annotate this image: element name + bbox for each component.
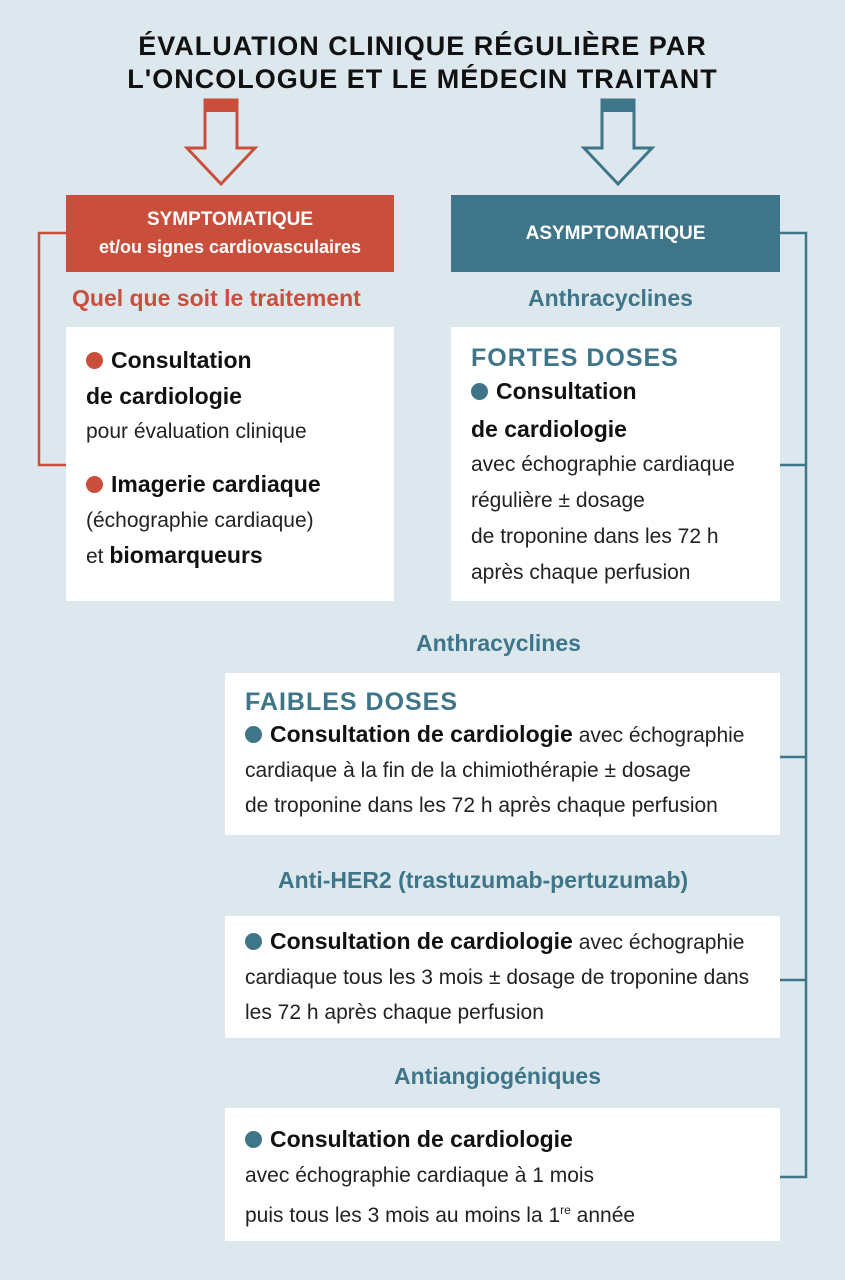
left-bracket-line — [39, 233, 66, 465]
low-dose-box: FAIBLES DOSES Consultation de cardiologie avec échographie cardiaque à la fin de la chimiothérapie ± dosage de troponine dans les 72 h après chaque perfusion — [225, 673, 780, 835]
section-anthracyclines-high: Anthracyclines — [528, 285, 693, 311]
right-bracket-line — [780, 233, 806, 1177]
bullet-icon — [245, 1131, 262, 1148]
bullet-icon — [86, 476, 103, 493]
section-anti-her2: Anti-HER2 (trastuzumab-pertuzumab) — [278, 867, 689, 893]
bullet-icon — [471, 383, 488, 400]
antiangiogenic-box: Consultation de cardiologie avec échographie cardiaque à 1 mois puis tous les 3 mois au moins la 1re année — [225, 1108, 780, 1241]
bullet-icon — [245, 726, 262, 743]
asymptomatic-header: ASYMPTOMATIQUE — [451, 195, 780, 272]
page-title: ÉVALUATION CLINIQUE RÉGULIÈRE PAR L'ONCOLOGUE ET LE MÉDECIN TRAITANT — [127, 31, 718, 94]
bullet-icon — [86, 352, 103, 369]
section-any-treatment: Quel que soit le traitement — [72, 285, 361, 311]
symptomatic-box: Consultation de cardiologie pour évaluation clinique Imagerie cardiaque (échographie cardiaque) et biomarqueurs — [66, 327, 394, 601]
section-anthracyclines-low: Anthracyclines — [416, 630, 581, 656]
anti-her2-box: Consultation de cardiologie avec échographie cardiaque tous les 3 mois ± dosage de troponine dans les 72 h après chaque perfusion — [225, 916, 780, 1038]
high-dose-box: FORTES DOSES Consultation de cardiologie avec échographie cardiaque régulière ± dosage de troponine dans les 72 h après chaque perfusion — [451, 327, 780, 601]
symptomatic-header: SYMPTOMATIQUE et/ou signes cardiovasculaires — [66, 195, 394, 272]
arrow-down-red-icon — [187, 100, 255, 184]
section-antiangiogenic: Antiangiogéniques — [394, 1063, 601, 1089]
bullet-icon — [245, 933, 262, 950]
arrow-down-blue-icon — [584, 100, 652, 184]
